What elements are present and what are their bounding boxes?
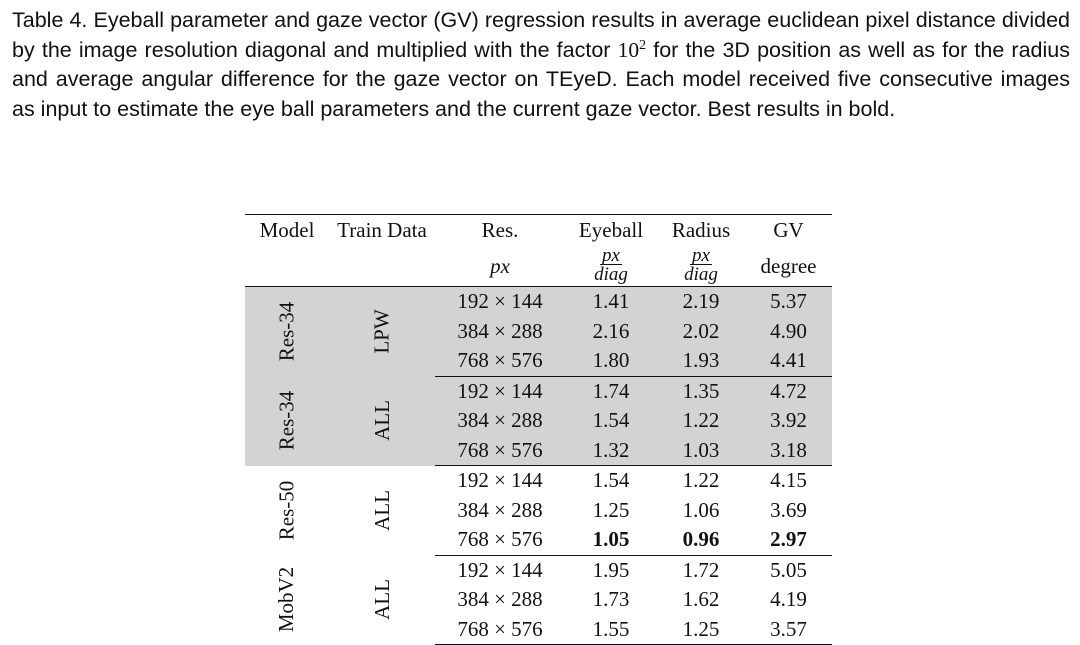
eyeball-cell: 2.16 xyxy=(565,317,657,347)
unit-radius-fraction xyxy=(684,245,718,285)
table-row xyxy=(245,466,832,496)
header-resolution: Res. xyxy=(481,218,519,242)
res-cell: 192 × 144 xyxy=(457,468,543,493)
table-row xyxy=(245,287,832,317)
unit-res-text: px xyxy=(490,253,510,278)
model-cell xyxy=(245,376,329,466)
model-cell xyxy=(245,466,329,556)
unit-eyeball xyxy=(565,246,657,287)
caption-text-1: Table 4. Eyeball parameter and gaze vector (GV) regression results in average euclidean pixel distance divided by the image resolution diagonal and multiplied with the factor xyxy=(12,8,1070,62)
header-train-data: Train Data xyxy=(337,218,427,242)
radius-cell: 1.25 xyxy=(657,615,745,645)
caption-factor-base: 10 xyxy=(617,37,640,62)
eyeball-cell: 1.25 xyxy=(592,497,630,522)
gv-cell: 2.97 xyxy=(745,525,832,555)
res-cell: 768 × 576 xyxy=(435,346,565,376)
radius-cell: 1.93 xyxy=(657,346,745,376)
train-data-label: ALL xyxy=(369,400,394,442)
model-label: Res-34 xyxy=(274,391,299,451)
train-data-label: LPW xyxy=(369,309,394,354)
results-table xyxy=(245,214,832,645)
res-cell: 192 × 144 xyxy=(435,376,565,406)
res-cell: 768 × 576 xyxy=(435,525,565,555)
model-cell xyxy=(245,287,329,377)
unit-eyeball-fraction xyxy=(594,245,628,285)
header-eyeball: Eyeball xyxy=(578,218,644,242)
table-row xyxy=(245,555,832,585)
train-data-cell xyxy=(329,376,435,466)
table-body xyxy=(245,287,832,645)
radius-cell: 0.96 xyxy=(657,525,745,555)
train-data-cell xyxy=(329,287,435,377)
model-cell xyxy=(245,555,329,645)
header-gv: GV xyxy=(773,218,804,242)
radius-cell: 1.62 xyxy=(682,587,720,612)
gv-cell: 5.05 xyxy=(770,557,807,582)
train-data-cell xyxy=(329,555,435,645)
caption-text-2: for the 3D position as well as for the radius and average angular difference for the gaze vector on TEyeD. Each model received five consecutive images as input to estimate the eye ball parameters and the current gaze vector. Best results in bold. xyxy=(12,37,1070,121)
res-cell: 384 × 288 xyxy=(457,587,543,612)
unit-eyeball-denominator: diag xyxy=(594,264,628,285)
radius-cell: 1.35 xyxy=(657,376,745,406)
unit-res xyxy=(435,246,565,287)
unit-radius xyxy=(657,246,745,287)
res-cell: 192 × 144 xyxy=(457,557,543,582)
unit-radius-denominator: diag xyxy=(684,264,718,285)
eyeball-cell: 1.54 xyxy=(565,406,657,436)
unit-row xyxy=(245,246,832,287)
unit-radius-numerator: px xyxy=(692,245,710,266)
radius-cell: 1.22 xyxy=(682,468,720,493)
model-label: Res-34 xyxy=(274,301,299,362)
gv-cell: 4.41 xyxy=(745,346,832,376)
gv-cell: 3.18 xyxy=(745,436,832,466)
eyeball-cell: 1.95 xyxy=(592,557,630,582)
radius-cell: 1.22 xyxy=(657,406,745,436)
header-radius: Radius xyxy=(671,218,731,242)
res-cell: 384 × 288 xyxy=(435,406,565,436)
gv-cell: 4.90 xyxy=(745,317,832,347)
eyeball-cell: 1.73 xyxy=(592,587,630,612)
eyeball-cell: 1.05 xyxy=(565,525,657,555)
gv-cell: 3.57 xyxy=(745,615,832,645)
train-data-label: ALL xyxy=(369,489,394,531)
eyeball-cell: 1.74 xyxy=(565,376,657,406)
radius-cell: 2.02 xyxy=(657,317,745,347)
gv-cell: 4.72 xyxy=(745,376,832,406)
header-model: Model xyxy=(259,218,315,242)
radius-cell: 1.03 xyxy=(657,436,745,466)
res-cell: 768 × 576 xyxy=(435,436,565,466)
eyeball-cell: 1.80 xyxy=(565,346,657,376)
radius-cell: 1.06 xyxy=(682,497,720,522)
table-caption xyxy=(12,6,1070,124)
header-row xyxy=(245,215,832,247)
eyeball-cell: 1.32 xyxy=(565,436,657,466)
model-label: Res-50 xyxy=(274,480,299,540)
gv-cell: 4.15 xyxy=(770,468,807,493)
unit-gv: degree xyxy=(745,246,832,287)
res-cell: 192 × 144 xyxy=(435,287,565,317)
gv-cell: 4.19 xyxy=(770,587,807,612)
gv-cell: 5.37 xyxy=(745,287,832,317)
gv-cell: 3.92 xyxy=(745,406,832,436)
unit-eyeball-numerator: px xyxy=(602,245,620,266)
eyeball-cell: 1.55 xyxy=(565,615,657,645)
res-cell: 384 × 288 xyxy=(435,317,565,347)
eyeball-cell: 1.54 xyxy=(592,468,630,493)
eyeball-cell: 1.41 xyxy=(565,287,657,317)
train-data-cell xyxy=(329,466,435,556)
res-cell: 768 × 576 xyxy=(435,615,565,645)
table-row xyxy=(245,376,832,406)
train-data-label: ALL xyxy=(369,579,394,621)
res-cell: 384 × 288 xyxy=(457,497,543,522)
radius-cell: 1.72 xyxy=(682,557,720,582)
gv-cell: 3.69 xyxy=(770,497,807,522)
radius-cell: 2.19 xyxy=(657,287,745,317)
caption-factor-exponent: 2 xyxy=(639,37,647,53)
model-label: MobV2 xyxy=(274,567,299,633)
